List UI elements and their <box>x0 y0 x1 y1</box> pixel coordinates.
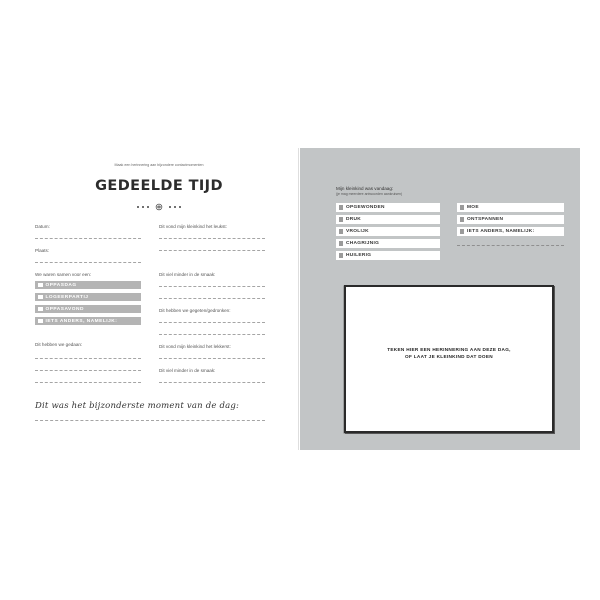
moment-line[interactable] <box>35 420 265 421</box>
mood-iets-anders[interactable]: IETS ANDERS, NAMELIJK: <box>457 227 564 236</box>
gegeten-line-1[interactable] <box>159 322 265 323</box>
datum-label: Datum: <box>35 224 50 229</box>
mood-label: Mijn kleinkind was vandaag: <box>336 186 394 191</box>
rose-icon <box>155 203 163 211</box>
checkbox[interactable] <box>339 229 344 234</box>
minder-line-1[interactable] <box>159 286 265 287</box>
plaats-line[interactable] <box>35 262 141 263</box>
gegeten-label: Dit hebben we gegeten/gedronken: <box>159 308 231 313</box>
checkbox[interactable] <box>38 295 43 300</box>
mood-other-line[interactable] <box>457 245 564 246</box>
leukst-line-2[interactable] <box>159 250 265 251</box>
checkbox[interactable] <box>339 205 344 210</box>
intro-text: Maak een herinnering aan bijzondere contactmomenten <box>114 163 204 167</box>
option-logeerpartij[interactable]: LOGEERPARTIJ <box>35 293 141 301</box>
drawing-frame[interactable] <box>344 285 554 433</box>
left-page <box>20 148 299 450</box>
checkbox[interactable] <box>38 319 43 324</box>
checkbox[interactable] <box>38 307 43 312</box>
minder-label: Dit viel minder in de smaak: <box>159 272 216 277</box>
leukst-label: Dit vond mijn kleinkind het leukst: <box>159 224 227 229</box>
checkbox[interactable] <box>460 229 465 234</box>
title-divider <box>20 203 298 211</box>
mood-ontspannen[interactable]: ONTSPANNEN <box>457 215 564 224</box>
gedaan-line-2[interactable] <box>35 370 141 371</box>
mood-subtitle: (je mag meerdere antwoorden aankruisen) <box>336 192 403 196</box>
leukst-line-1[interactable] <box>159 238 265 239</box>
mood-huilerig[interactable]: HUILERIG <box>336 251 440 260</box>
minder-line-2[interactable] <box>159 298 265 299</box>
checkbox[interactable] <box>460 217 465 222</box>
gegeten-line-2[interactable] <box>159 334 265 335</box>
bijzonderste-moment-label: Dit was het bijzonderste moment van de dag: <box>35 401 240 411</box>
checkbox[interactable] <box>339 241 344 246</box>
checkbox[interactable] <box>339 217 344 222</box>
datum-line[interactable] <box>35 238 141 239</box>
option-oppasavond[interactable]: OPPASAVOND <box>35 305 141 313</box>
lekkerst-label: Dit vond mijn kleinkind het lekkerst: <box>159 344 231 349</box>
right-page <box>300 148 580 450</box>
checkbox[interactable] <box>38 283 43 288</box>
gedaan-line-1[interactable] <box>35 358 141 359</box>
lekkerst-line[interactable] <box>159 358 265 359</box>
mood-druk[interactable]: DRUK <box>336 215 440 224</box>
minder2-line[interactable] <box>159 382 265 383</box>
checkbox[interactable] <box>339 253 344 258</box>
gedaan-label: Dit hebben we gedaan: <box>35 342 83 347</box>
gedaan-line-3[interactable] <box>35 382 141 383</box>
checkbox[interactable] <box>460 205 465 210</box>
mood-chagrijnig[interactable]: CHAGRIJNIG <box>336 239 440 248</box>
option-iets-anders[interactable]: IETS ANDERS, NAMELIJK: <box>35 317 141 325</box>
drawing-caption: TEKEN HIER EEN HERINNERING AAN DEZE DAG, OF LAAT JE KLEINKIND DAT DOEN <box>387 347 511 359</box>
mood-vrolijk[interactable]: VROLIJK <box>336 227 440 236</box>
samen-label: We waren samen voor een: <box>35 272 92 277</box>
mood-opgewonden[interactable]: OPGEWONDEN <box>336 203 440 212</box>
mood-moe[interactable]: MOE <box>457 203 564 212</box>
page-title: GEDEELDE TIJD <box>95 178 223 194</box>
minder2-label: Dit viel minder in de smaak: <box>159 368 216 373</box>
option-oppasdag[interactable]: OPPASDAG <box>35 281 141 289</box>
plaats-label: Plaats: <box>35 248 50 253</box>
